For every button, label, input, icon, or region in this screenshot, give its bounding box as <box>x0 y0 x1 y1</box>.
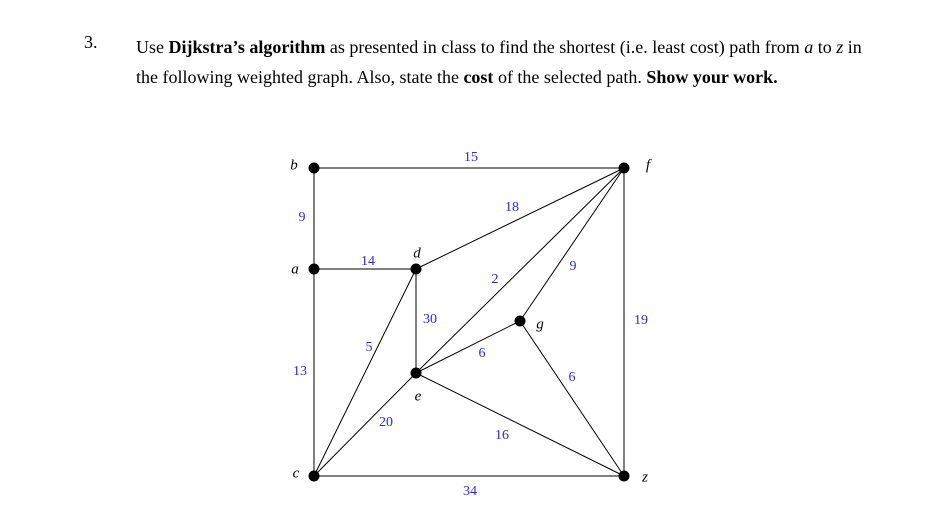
edge-d-f <box>416 168 624 269</box>
edge-weight-c-d: 5 <box>365 340 373 356</box>
edge-weight-e-f: 2 <box>491 272 499 288</box>
question-number: 3. <box>84 32 98 52</box>
vertex-label-f: f <box>645 157 651 174</box>
vertex-z <box>619 471 630 482</box>
edge-e-f <box>416 168 624 373</box>
vertex-b <box>309 163 320 174</box>
edge-weight-c-z: 34 <box>463 484 477 500</box>
edge-weight-c-e: 20 <box>379 415 393 431</box>
edge-weight-a-d: 14 <box>361 254 375 270</box>
edge-weight-f-z: 19 <box>634 313 648 329</box>
edge-weight-e-g: 6 <box>478 346 486 362</box>
vertex-label-g: g <box>536 316 544 333</box>
edge-g-z <box>520 321 624 476</box>
vertex-label-b: b <box>290 157 298 174</box>
vertex-label-z: z <box>642 469 648 486</box>
vertex-d <box>411 264 422 275</box>
edge-weight-d-e: 30 <box>423 312 437 328</box>
edge-e-z <box>416 373 624 476</box>
edge-weight-b-f: 15 <box>464 150 478 166</box>
vertex-label-a: a <box>291 261 299 278</box>
edge-g-f <box>520 168 624 321</box>
vertex-label-c: c <box>292 465 300 482</box>
vertex-g <box>515 316 526 327</box>
edge-c-d <box>314 269 416 476</box>
edge-weight-d-f: 18 <box>505 200 519 216</box>
vertex-f <box>619 163 630 174</box>
edge-weight-e-z: 16 <box>495 428 509 444</box>
vertex-c <box>309 471 320 482</box>
edge-e-g <box>416 321 520 373</box>
vertex-a <box>309 264 320 275</box>
vertex-label-e: e <box>414 388 422 405</box>
vertex-label-d: d <box>413 245 421 262</box>
edge-weight-g-z: 6 <box>568 370 576 386</box>
edge-weight-b-a: 9 <box>298 210 306 226</box>
question-text: Use Dijkstra’s algorithm as presented in class to find the shortest (i.e. least cost) path from a to z in the following weighted graph. Also, state the cost of the selected path. Show your work. <box>136 37 862 87</box>
edge-weight-a-c: 13 <box>293 364 307 380</box>
vertex-e <box>411 368 422 379</box>
edge-weight-g-f: 9 <box>569 259 577 275</box>
edge-c-e <box>314 373 416 476</box>
